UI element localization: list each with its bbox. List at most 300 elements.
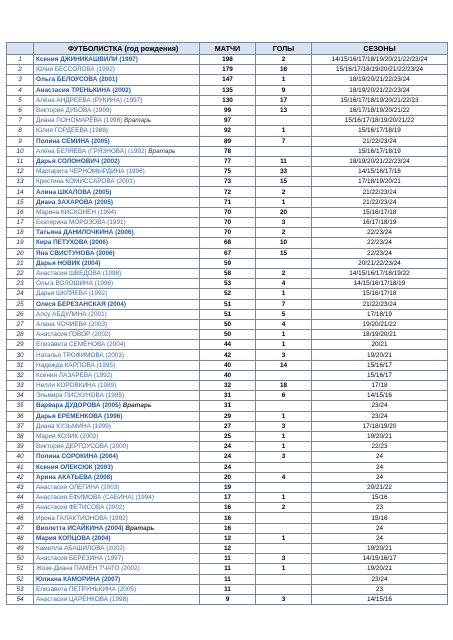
table-row bbox=[7, 503, 448, 513]
table-row bbox=[7, 584, 448, 594]
table-row bbox=[7, 187, 448, 197]
seasons-cell: 15/16/17 bbox=[312, 360, 448, 370]
table-row bbox=[7, 544, 448, 554]
goals-cell: 6 bbox=[256, 391, 312, 401]
row-number: 40 bbox=[7, 452, 34, 462]
player-name-cell bbox=[34, 472, 200, 482]
table-row bbox=[7, 167, 448, 177]
player-name-cell bbox=[34, 65, 200, 75]
player-name: Виктория ДУБОВА (1999) bbox=[36, 107, 112, 115]
row-number: 30 bbox=[7, 350, 34, 360]
header-player: ФУТБОЛИСТКА (год рождения) bbox=[34, 43, 200, 55]
table-row bbox=[7, 391, 448, 401]
seasons-cell: 15/16/17 bbox=[312, 370, 448, 380]
table-row bbox=[7, 105, 448, 115]
player-name: Алёна БЕЛЯЕВА (ГРЯЗНОВА) (1992) bbox=[36, 147, 147, 155]
player-name-cell bbox=[34, 126, 200, 136]
matches-cell: 179 bbox=[200, 65, 256, 75]
seasons-cell: 14/15/16/17/18 bbox=[312, 167, 448, 177]
player-name: Анастасия ТРЕНЬКИНА (2002) bbox=[36, 86, 131, 94]
matches-cell: 130 bbox=[200, 95, 256, 105]
table-row bbox=[7, 513, 448, 523]
player-role: Вратарь bbox=[125, 524, 155, 532]
goals-cell bbox=[256, 401, 312, 411]
player-name-cell bbox=[34, 105, 200, 115]
player-name-cell bbox=[34, 411, 200, 421]
player-name: Олеся БЕРЕЗАНСКАЯ (2004) bbox=[36, 300, 126, 308]
row-number: 42 bbox=[7, 472, 34, 482]
player-name-cell bbox=[34, 167, 200, 177]
player-name: Диана ЗАХАРОВА (2005) bbox=[36, 198, 114, 206]
row-number: 28 bbox=[7, 330, 34, 340]
player-name: Дарья ЕРЕМЕНКОВА (1996) bbox=[36, 412, 123, 420]
goals-cell: 33 bbox=[256, 167, 312, 177]
player-name-cell bbox=[34, 218, 200, 228]
goals-cell: 1 bbox=[256, 289, 312, 299]
goals-cell: 4 bbox=[256, 319, 312, 329]
goals-cell: 9 bbox=[256, 85, 312, 95]
player-name-cell bbox=[34, 544, 200, 554]
table-row bbox=[7, 370, 448, 380]
player-name-cell bbox=[34, 370, 200, 380]
player-name-cell bbox=[34, 289, 200, 299]
matches-cell: 20 bbox=[200, 472, 256, 482]
row-number: 43 bbox=[7, 482, 34, 492]
player-name-cell bbox=[34, 452, 200, 462]
matches-cell: 77 bbox=[200, 156, 256, 166]
player-name: Юлия БЕССОЛОВА (1992) bbox=[36, 66, 115, 74]
player-name: Дарья СОЛОНОВИЧ (2002) bbox=[36, 157, 120, 165]
header-seasons: СЕЗОНЫ bbox=[312, 43, 448, 55]
player-name-cell bbox=[34, 156, 200, 166]
table-row bbox=[7, 116, 448, 126]
matches-cell: 16 bbox=[200, 513, 256, 523]
table-row bbox=[7, 55, 448, 65]
player-name-cell bbox=[34, 187, 200, 197]
player-name-cell bbox=[34, 584, 200, 594]
goals-cell: 1 bbox=[256, 431, 312, 441]
goals-cell: 1 bbox=[256, 126, 312, 136]
seasons-cell: 15/16/17/18/19 bbox=[312, 126, 448, 136]
goals-cell: 1 bbox=[256, 411, 312, 421]
player-role: Вратарь bbox=[123, 117, 152, 125]
row-number: 22 bbox=[7, 268, 34, 278]
table-row bbox=[7, 248, 448, 258]
row-number: 33 bbox=[7, 381, 34, 391]
goals-cell: 7 bbox=[256, 299, 312, 309]
table-row bbox=[7, 411, 448, 421]
player-stats-sheet bbox=[6, 42, 447, 605]
player-name-cell bbox=[34, 95, 200, 105]
matches-cell: 27 bbox=[200, 421, 256, 431]
player-name: Полина СОРОКИНА (2004) bbox=[36, 453, 119, 461]
row-number: 27 bbox=[7, 319, 34, 329]
goals-cell: 1 bbox=[256, 442, 312, 452]
matches-cell: 97 bbox=[200, 116, 256, 126]
player-role: Вратарь bbox=[148, 147, 176, 155]
matches-cell: 24 bbox=[200, 462, 256, 472]
player-name: Ольга ВОЛОШИНА (1998) bbox=[36, 280, 114, 288]
player-name: Дарья ШКЛЯЕВА (1992) bbox=[36, 290, 108, 298]
table-row bbox=[7, 340, 448, 350]
goals-cell: 3 bbox=[256, 218, 312, 228]
table-row bbox=[7, 228, 448, 238]
goals-cell: 18 bbox=[256, 381, 312, 391]
table-row bbox=[7, 207, 448, 217]
table-row bbox=[7, 401, 448, 411]
goals-cell: 4 bbox=[256, 279, 312, 289]
player-name-cell bbox=[34, 319, 200, 329]
matches-cell: 147 bbox=[200, 75, 256, 85]
seasons-cell: 16/17/18/19/20/21/22 bbox=[312, 105, 448, 115]
player-name-cell bbox=[34, 55, 200, 65]
matches-cell: 24 bbox=[200, 442, 256, 452]
player-name-cell bbox=[34, 299, 200, 309]
player-name-cell bbox=[34, 279, 200, 289]
seasons-cell: 23 bbox=[312, 503, 448, 513]
table-row bbox=[7, 350, 448, 360]
table-row bbox=[7, 146, 448, 156]
goals-cell: 1 bbox=[256, 75, 312, 85]
matches-cell: 68 bbox=[200, 238, 256, 248]
matches-cell: 40 bbox=[200, 360, 256, 370]
row-number: 32 bbox=[7, 370, 34, 380]
seasons-cell: 17/18/19 bbox=[312, 309, 448, 319]
player-name-cell bbox=[34, 594, 200, 604]
player-name: Алсу АБДУЛИНА (2001) bbox=[36, 310, 107, 318]
table-row bbox=[7, 533, 448, 543]
player-name-cell bbox=[34, 391, 200, 401]
player-name: Алёна АНДРЕЕВА (РУКИНА) (1997) bbox=[36, 96, 143, 104]
matches-cell: 16 bbox=[200, 523, 256, 533]
table-row bbox=[7, 268, 448, 278]
matches-cell: 135 bbox=[200, 85, 256, 95]
player-name-cell bbox=[34, 574, 200, 584]
player-stats-table bbox=[6, 42, 448, 605]
row-number: 54 bbox=[7, 594, 34, 604]
table-row bbox=[7, 381, 448, 391]
matches-cell: 24 bbox=[200, 452, 256, 462]
row-number: 53 bbox=[7, 584, 34, 594]
goals-cell: 3 bbox=[256, 350, 312, 360]
row-number: 4 bbox=[7, 85, 34, 95]
player-name: Полина СЁМИНА (2005) bbox=[36, 137, 110, 145]
matches-cell: 11 bbox=[200, 584, 256, 594]
row-number: 25 bbox=[7, 299, 34, 309]
seasons-cell: 18/19/20/21/22/23/24 bbox=[312, 75, 448, 85]
goals-cell: 14 bbox=[256, 360, 312, 370]
matches-cell: 16 bbox=[200, 503, 256, 513]
table-row bbox=[7, 330, 448, 340]
player-name-cell bbox=[34, 360, 200, 370]
player-name: Мария КОЗИК (2002) bbox=[36, 433, 99, 441]
player-name: Виолетта ИСАЙКИНА (2004) bbox=[36, 524, 124, 532]
table-row bbox=[7, 218, 448, 228]
table-row bbox=[7, 564, 448, 574]
matches-cell: 52 bbox=[200, 289, 256, 299]
goals-cell bbox=[256, 370, 312, 380]
goals-cell: 3 bbox=[256, 452, 312, 462]
row-number: 18 bbox=[7, 228, 34, 238]
row-number: 45 bbox=[7, 503, 34, 513]
seasons-cell: 24 bbox=[312, 523, 448, 533]
player-name: Алина ШКАЛОВА (2005) bbox=[36, 188, 112, 196]
table-row bbox=[7, 238, 448, 248]
player-name: Юлиана КАМОРИНА (2007) bbox=[36, 575, 121, 583]
row-number: 3 bbox=[7, 75, 34, 85]
matches-cell: 12 bbox=[200, 533, 256, 543]
goals-cell bbox=[256, 462, 312, 472]
goals-cell: 2 bbox=[256, 503, 312, 513]
goals-cell bbox=[256, 482, 312, 492]
table-row bbox=[7, 95, 448, 105]
matches-cell: 25 bbox=[200, 431, 256, 441]
seasons-cell: 15/16/17/18 bbox=[312, 207, 448, 217]
table-row bbox=[7, 554, 448, 564]
player-name-cell bbox=[34, 442, 200, 452]
matches-cell: 42 bbox=[200, 350, 256, 360]
table-row bbox=[7, 421, 448, 431]
row-number: 44 bbox=[7, 493, 34, 503]
row-number: 10 bbox=[7, 146, 34, 156]
seasons-cell: 24 bbox=[312, 533, 448, 543]
table-row bbox=[7, 482, 448, 492]
seasons-cell: 15/16/17/18/19 bbox=[312, 146, 448, 156]
player-name-cell bbox=[34, 381, 200, 391]
seasons-cell: 14/15/16 bbox=[312, 391, 448, 401]
seasons-cell: 21/22/23/24 bbox=[312, 299, 448, 309]
row-number: 50 bbox=[7, 554, 34, 564]
row-number: 29 bbox=[7, 340, 34, 350]
row-number: 9 bbox=[7, 136, 34, 146]
player-name: Марина КИСКОНЕН (1994) bbox=[36, 208, 117, 216]
row-number: 26 bbox=[7, 309, 34, 319]
goals-cell: 16 bbox=[256, 65, 312, 75]
matches-cell: 58 bbox=[200, 268, 256, 278]
player-name-cell bbox=[34, 503, 200, 513]
matches-cell: 75 bbox=[200, 167, 256, 177]
player-name: Ирина ГАЛАКТИОНОВА (1992) bbox=[36, 514, 128, 522]
matches-cell: 51 bbox=[200, 309, 256, 319]
player-name: Кристина КОМИССАРОВА (2001) bbox=[36, 178, 135, 186]
player-name-cell bbox=[34, 421, 200, 431]
player-name-cell bbox=[34, 554, 200, 564]
matches-cell: 72 bbox=[200, 187, 256, 197]
matches-cell: 92 bbox=[200, 126, 256, 136]
table-row bbox=[7, 360, 448, 370]
player-name-cell bbox=[34, 146, 200, 156]
player-name: Жозе-Диана ПАМЕН ТЧАТО (2002) bbox=[36, 565, 140, 573]
goals-cell: 11 bbox=[256, 156, 312, 166]
player-name-cell bbox=[34, 401, 200, 411]
player-name: Анастасия ШВЕДОВА (1998) bbox=[36, 270, 122, 278]
player-name: Маргарита ЧЕРНОМЫРДИНА (1996) bbox=[36, 168, 145, 176]
goals-cell: 1 bbox=[256, 330, 312, 340]
matches-cell: 67 bbox=[200, 248, 256, 258]
row-number: 39 bbox=[7, 442, 34, 452]
player-name: Анастасия ЕФИМОВА (САБИНА) (1994) bbox=[36, 494, 154, 502]
row-number: 47 bbox=[7, 523, 34, 533]
player-name: Елизавета СЕМЁНОВА (2004) bbox=[36, 341, 126, 349]
seasons-cell: 21/22/23/24 bbox=[312, 187, 448, 197]
player-name-cell bbox=[34, 309, 200, 319]
seasons-cell: 17/18/19/20/21 bbox=[312, 177, 448, 187]
seasons-cell: 15/16/17/18/19/20/21/22/23/24 bbox=[312, 65, 448, 75]
seasons-cell: 18/19/20/21 bbox=[312, 330, 448, 340]
player-name-cell bbox=[34, 116, 200, 126]
row-number: 41 bbox=[7, 462, 34, 472]
player-name: Мария КОПЦОВА (2004) bbox=[36, 534, 111, 542]
matches-cell: 19 bbox=[200, 482, 256, 492]
table-row bbox=[7, 309, 448, 319]
goals-cell: 5 bbox=[256, 309, 312, 319]
matches-cell: 59 bbox=[200, 258, 256, 268]
goals-cell: 3 bbox=[256, 594, 312, 604]
goals-cell: 1 bbox=[256, 533, 312, 543]
seasons-cell: 15/16 bbox=[312, 493, 448, 503]
seasons-cell: 19/20/21 bbox=[312, 350, 448, 360]
goals-cell: 20 bbox=[256, 207, 312, 217]
table-body bbox=[7, 55, 448, 605]
player-name-cell bbox=[34, 136, 200, 146]
goals-cell bbox=[256, 584, 312, 594]
seasons-cell: 19/20/21/22 bbox=[312, 319, 448, 329]
player-name-cell bbox=[34, 228, 200, 238]
goals-cell bbox=[256, 258, 312, 268]
player-name-cell bbox=[34, 533, 200, 543]
table-row bbox=[7, 574, 448, 584]
player-name: Екатерина МОРОЗОВА (1991) bbox=[36, 219, 126, 227]
row-number: 48 bbox=[7, 533, 34, 543]
table-row bbox=[7, 136, 448, 146]
row-number: 51 bbox=[7, 564, 34, 574]
goals-cell bbox=[256, 544, 312, 554]
row-number: 13 bbox=[7, 177, 34, 187]
player-name: Алана ЧОЧИЕВА (2003) bbox=[36, 320, 108, 328]
seasons-cell: 14/15/16 bbox=[312, 594, 448, 604]
player-name: Нелли КОРОВКИНА (1989) bbox=[36, 382, 117, 390]
matches-cell: 29 bbox=[200, 411, 256, 421]
table-row bbox=[7, 75, 448, 85]
row-number: 7 bbox=[7, 116, 34, 126]
player-name-cell bbox=[34, 493, 200, 503]
table-row bbox=[7, 523, 448, 533]
seasons-cell: 16/17/18/19 bbox=[312, 218, 448, 228]
player-name: Ксения ДЖИНИКАШВИЛИ (1997) bbox=[36, 56, 138, 64]
seasons-cell: 19/20/21 bbox=[312, 564, 448, 574]
goals-cell bbox=[256, 116, 312, 126]
player-name: Елизавета ПЕТРУНЬКИНА (2005) bbox=[36, 585, 137, 593]
seasons-cell: 22/23/24 bbox=[312, 228, 448, 238]
player-name: Анастасия ОЛЕГИНА (2003) bbox=[36, 483, 120, 491]
table-row bbox=[7, 156, 448, 166]
row-number: 49 bbox=[7, 544, 34, 554]
player-name: Наталья ТРОФИМОВА (2003) bbox=[36, 351, 125, 359]
header-row bbox=[7, 43, 448, 55]
player-name-cell bbox=[34, 75, 200, 85]
player-name: Анастасия БЕРЕЗИНА (1997) bbox=[36, 555, 124, 563]
row-number: 8 bbox=[7, 126, 34, 136]
seasons-cell: 21/22/23/24 bbox=[312, 136, 448, 146]
player-name-cell bbox=[34, 85, 200, 95]
table-row bbox=[7, 258, 448, 268]
player-name-cell bbox=[34, 330, 200, 340]
seasons-cell: 18/19/20/21/22/23/24 bbox=[312, 156, 448, 166]
player-name: Юлия ГОРДЕЕВА (1988) bbox=[36, 127, 109, 135]
player-name-cell bbox=[34, 238, 200, 248]
row-number: 46 bbox=[7, 513, 34, 523]
matches-cell: 9 bbox=[200, 594, 256, 604]
player-role: Вратарь bbox=[122, 402, 152, 410]
goals-cell: 7 bbox=[256, 136, 312, 146]
seasons-cell: 19/20/21 bbox=[312, 431, 448, 441]
row-number: 1 bbox=[7, 55, 34, 65]
goals-cell: 2 bbox=[256, 268, 312, 278]
row-number: 17 bbox=[7, 218, 34, 228]
seasons-cell: 24 bbox=[312, 462, 448, 472]
matches-cell: 198 bbox=[200, 55, 256, 65]
table-row bbox=[7, 594, 448, 604]
player-name: Ксения ЛАЗАРЕВА (1992) bbox=[36, 371, 113, 379]
row-number: 35 bbox=[7, 401, 34, 411]
matches-cell: 11 bbox=[200, 554, 256, 564]
player-name: Ксения ОЛЕКСЮК (2003) bbox=[36, 463, 113, 471]
goals-cell: 1 bbox=[256, 493, 312, 503]
header-num bbox=[7, 43, 34, 55]
matches-cell: 70 bbox=[200, 218, 256, 228]
seasons-cell: 15/16/17/18/19/20/21/22 bbox=[312, 116, 448, 126]
matches-cell: 71 bbox=[200, 197, 256, 207]
seasons-cell: 14/15/16/17 bbox=[312, 554, 448, 564]
player-name: Арина АКАТЬЕВА (2008) bbox=[36, 473, 113, 481]
seasons-cell: 15/16/17/18/19/20/21/22/23 bbox=[312, 95, 448, 105]
table-row bbox=[7, 319, 448, 329]
seasons-cell: 23/24 bbox=[312, 574, 448, 584]
player-name: Виктория ДЕРГОУСОВА (2000) bbox=[36, 443, 129, 451]
matches-cell: 89 bbox=[200, 136, 256, 146]
matches-cell: 11 bbox=[200, 564, 256, 574]
goals-cell: 17 bbox=[256, 95, 312, 105]
row-number: 36 bbox=[7, 411, 34, 421]
row-number: 34 bbox=[7, 391, 34, 401]
seasons-cell: 20/21 bbox=[312, 340, 448, 350]
goals-cell: 1 bbox=[256, 564, 312, 574]
row-number: 37 bbox=[7, 421, 34, 431]
matches-cell: 44 bbox=[200, 340, 256, 350]
table-row bbox=[7, 85, 448, 95]
goals-cell: 1 bbox=[256, 197, 312, 207]
row-number: 2 bbox=[7, 65, 34, 75]
row-number: 52 bbox=[7, 574, 34, 584]
goals-cell: 13 bbox=[256, 105, 312, 115]
player-name-cell bbox=[34, 258, 200, 268]
header-matches: МАТЧИ bbox=[200, 43, 256, 55]
player-name: Анастасия ГОВОР (2002) bbox=[36, 331, 111, 339]
matches-cell: 32 bbox=[200, 381, 256, 391]
seasons-cell: 23 bbox=[312, 584, 448, 594]
seasons-cell: 23/24 bbox=[312, 401, 448, 411]
row-number: 12 bbox=[7, 167, 34, 177]
goals-cell bbox=[256, 523, 312, 533]
table-row bbox=[7, 452, 448, 462]
row-number: 19 bbox=[7, 238, 34, 248]
goals-cell: 15 bbox=[256, 248, 312, 258]
row-number: 15 bbox=[7, 197, 34, 207]
table-row bbox=[7, 279, 448, 289]
goals-cell: 3 bbox=[256, 421, 312, 431]
matches-cell: 11 bbox=[200, 574, 256, 584]
goals-cell: 2 bbox=[256, 55, 312, 65]
